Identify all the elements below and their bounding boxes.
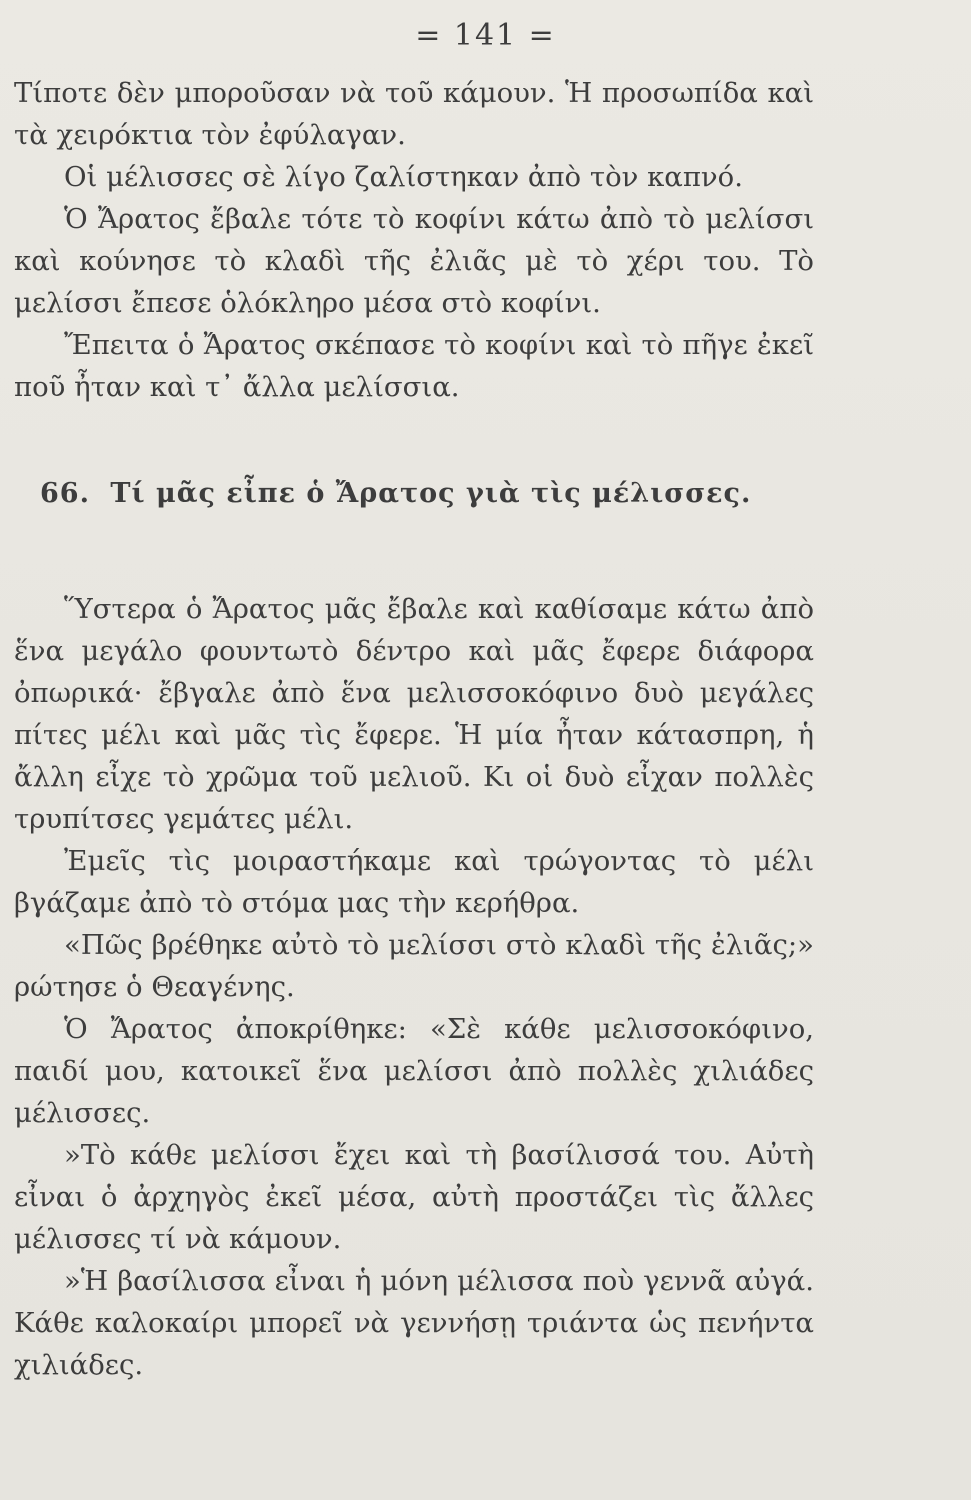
paragraph: Τίποτε δὲν μποροῦσαν νὰ τοῦ κάμουν. Ἡ προσωπίδα καὶ τὰ χειρόκτια τὸν ἐφύλαγαν. — [14, 77, 814, 151]
section-heading — [40, 478, 751, 509]
intro-text — [14, 72, 814, 408]
paragraph: Ὁ Ἄρατος ἀποκρίθηκε: «Σὲ κάθε μελισσοκόφινο, παιδί μου, κατοικεῖ ἕνα μελίσσι ἀπὸ πολλὲς χιλιάδες μέλισσες. — [14, 1013, 814, 1129]
paragraph: Οἱ μέλισσες σὲ λίγο ζαλίστηκαν ἀπὸ τὸν καπνό. — [64, 161, 743, 193]
paragraph: Ὁ Ἄρατος ἔβαλε τότε τὸ κοφίνι κάτω ἀπὸ τὸ μελίσσι καὶ κούνησε τὸ κλαδὶ τῆς ἐλιᾶς μὲ τὸ χέρι του. Τὸ μελίσσι ἔπεσε ὁλόκληρο μέσα στὸ κοφίνι. — [14, 203, 814, 319]
body-text — [14, 588, 814, 1386]
section-number: 66. — [40, 478, 90, 509]
paragraph: «Πῶς βρέθηκε αὐτὸ τὸ μελίσσι στὸ κλαδὶ τῆς ἐλιᾶς;» ρώτησε ὁ Θεαγένης. — [14, 929, 814, 1003]
page-number: = 141 = — [415, 18, 556, 53]
paragraph: Ἔπειτα ὁ Ἄρατος σκέπασε τὸ κοφίνι καὶ τὸ πῆγε ἐκεῖ ποῦ ἦταν καὶ τ᾽ ἄλλα μελίσσια. — [14, 329, 814, 403]
paragraph: Ὕστερα ὁ Ἄρατος μᾶς ἔβαλε καὶ καθίσαμε κάτω ἀπὸ ἕνα μεγάλο φουντωτὸ δέντρο καὶ μᾶς ἔφερε διάφορα ὀπωρικά· ἔβγαλε ἀπὸ ἕνα μελισσοκόφινο δυὸ μεγάλες πίτες μέλι καὶ μᾶς τὶς ἔφερε. Ἡ μία ἦταν κάτασπρη, ἡ ἄλλη εἶχε τὸ χρῶμα τοῦ μελιοῦ. Κι οἱ δυὸ εἶχαν πολλὲς τρυπίτσες γεμάτες μέλι. — [14, 593, 814, 835]
paragraph: »Τὸ κάθε μελίσσι ἔχει καὶ τὴ βασίλισσά του. Αὐτὴ εἶναι ὁ ἀρχηγὸς ἐκεῖ μέσα, αὐτὴ προστάζει τὶς ἄλλες μέλισσες τί νὰ κάμουν. — [14, 1139, 814, 1255]
paragraph: Ἐμεῖς τὶς μοιραστήκαμε καὶ τρώγοντας τὸ μέλι βγάζαμε ἀπὸ τὸ στόμα μας τὴν κερήθρα. — [14, 845, 814, 919]
paragraph: »Ἡ βασίλισσα εἶναι ἡ μόνη μέλισσα ποὺ γεννᾶ αὐγά. Κάθε καλοκαίρι μπορεῖ νὰ γεννήσῃ τριάντα ὡς πενήντα χιλιάδες. — [14, 1265, 814, 1381]
section-title: Τί μᾶς εἶπε ὁ Ἄρατος γιὰ τὶς μέλισσες. — [110, 478, 752, 509]
